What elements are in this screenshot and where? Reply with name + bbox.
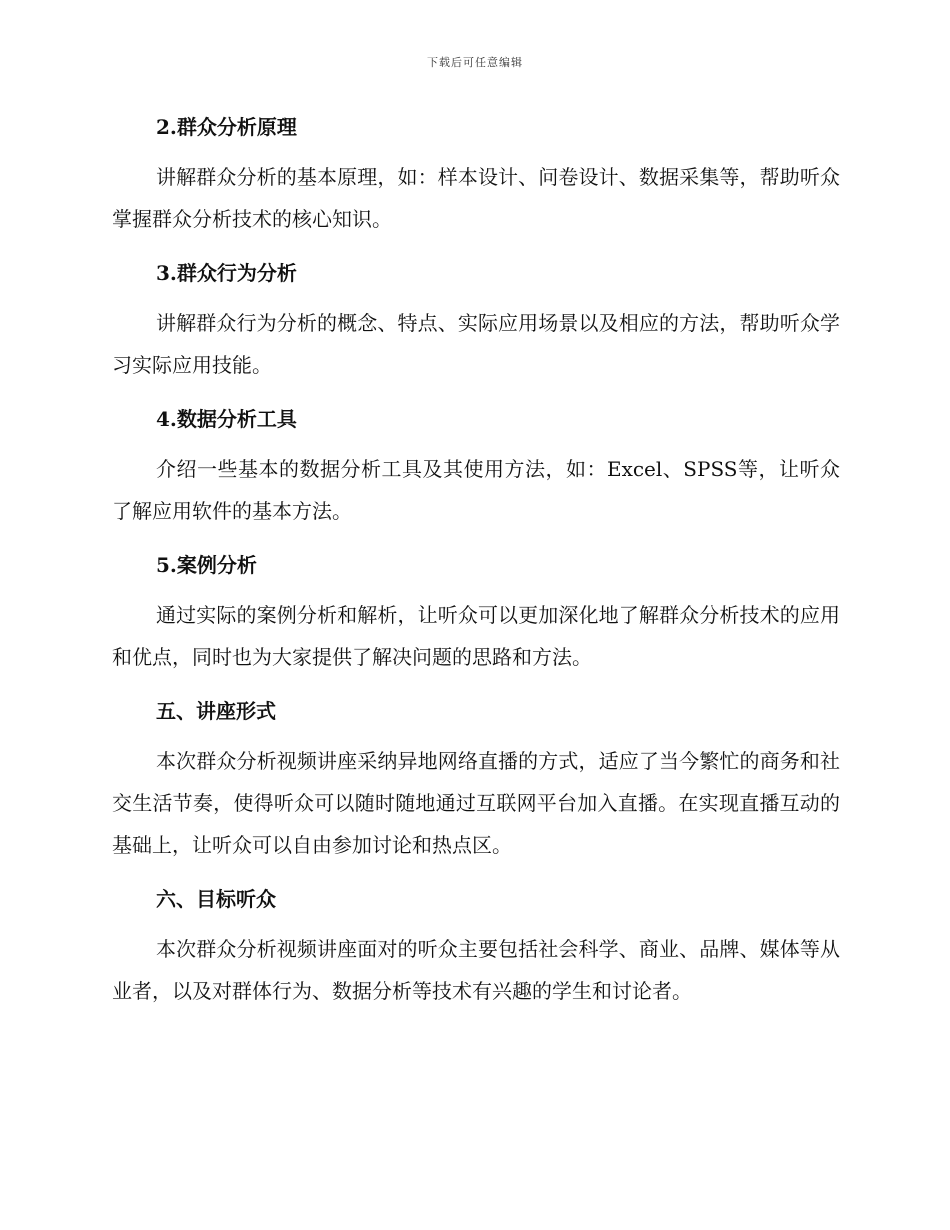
section-paragraph: 本次群众分析视频讲座采纳异地网络直播的方式，适应了当今繁忙的商务和社交生活节奏，使得听众可以随时随地通过互联网平台加入直播。在实现直播互动的基础上，让听众可以自由参加讨论和热点区。 bbox=[112, 749, 840, 857]
section-heading: 五、讲座形式 bbox=[156, 699, 276, 723]
section-target-audience bbox=[112, 880, 840, 1012]
section-heading: 2.群众分析原理 bbox=[156, 115, 297, 139]
page-header: 下载后可任意编辑 bbox=[427, 56, 523, 69]
section-principles bbox=[112, 108, 840, 240]
section-case-study bbox=[112, 546, 840, 678]
section-paragraph: 本次群众分析视频讲座面对的听众主要包括社会科学、商业、品牌、媒体等从业者，以及对群体行为、数据分析等技术有兴趣的学生和讨论者。 bbox=[112, 937, 840, 1003]
section-paragraph: 介绍一些基本的数据分析工具及其使用方法，如：Excel、SPSS等，让听众了解应用软件的基本方法。 bbox=[112, 457, 840, 523]
section-paragraph: 讲解群众分析的基本原理，如：样本设计、问卷设计、数据采集等，帮助听众掌握群众分析技术的核心知识。 bbox=[112, 165, 840, 231]
section-data-tools bbox=[112, 400, 840, 532]
section-lecture-format bbox=[112, 692, 840, 866]
section-heading: 六、目标听众 bbox=[156, 887, 276, 911]
section-heading: 5.案例分析 bbox=[156, 553, 257, 577]
section-behavior-analysis bbox=[112, 254, 840, 386]
section-paragraph: 通过实际的案例分析和解析，让听众可以更加深化地了解群众分析技术的应用和优点，同时也为大家提供了解决问题的思路和方法。 bbox=[112, 603, 840, 669]
section-heading: 3.群众行为分析 bbox=[156, 261, 297, 285]
section-paragraph: 讲解群众行为分析的概念、特点、实际应用场景以及相应的方法，帮助听众学习实际应用技能。 bbox=[112, 311, 840, 377]
section-heading: 4.数据分析工具 bbox=[156, 407, 297, 431]
document-body bbox=[112, 108, 840, 1026]
